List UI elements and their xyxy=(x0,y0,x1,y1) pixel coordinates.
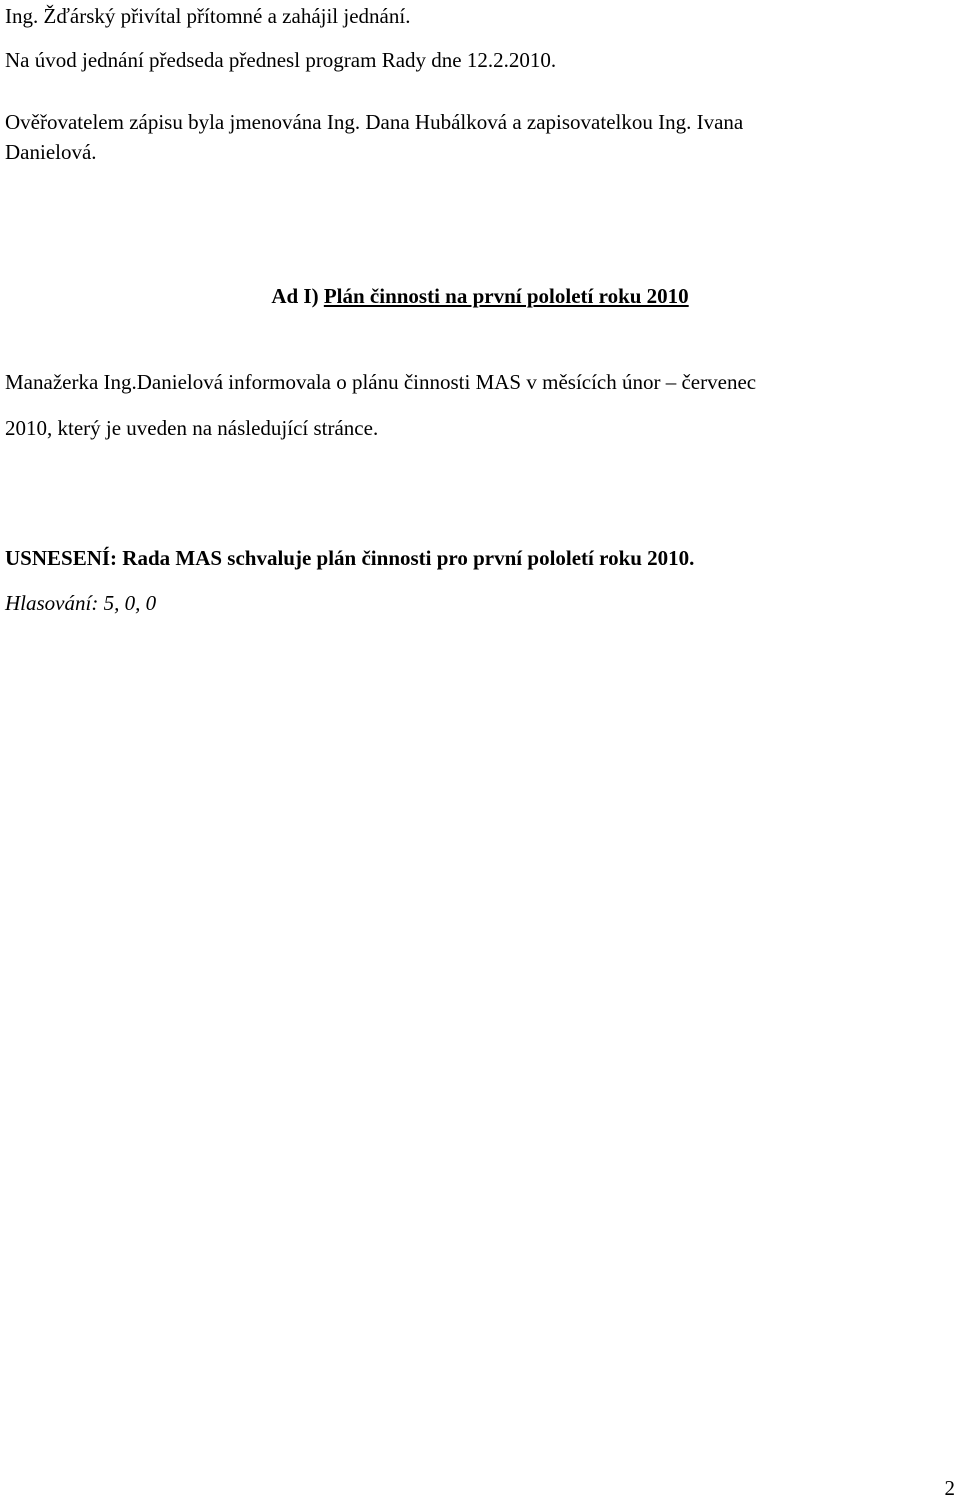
report-paragraph-line-2: 2010, který je uveden na následující stránce. xyxy=(5,416,379,440)
program-paragraph: Na úvod jednání předseda přednesl program Rady dne 12.2.2010. xyxy=(5,48,557,72)
section-heading xyxy=(0,284,960,308)
verifier-paragraph-line-2: Danielová. xyxy=(5,140,97,164)
section-title: Plán činnosti na první pololetí roku 2010 xyxy=(323,284,689,308)
section-prefix: Ad I) xyxy=(271,284,319,308)
report-paragraph-line-1: Manažerka Ing.Danielová informovala o plánu činnosti MAS v měsících únor – červenec xyxy=(5,370,757,394)
page-number: 2 xyxy=(944,1476,955,1500)
opening-paragraph: Ing. Žďárský přivítal přítomné a zahájil jednání. xyxy=(5,4,411,28)
resolution-text: USNESENÍ: Rada MAS schvaluje plán činnosti pro první pololetí roku 2010. xyxy=(5,546,695,570)
vote-result: Hlasování: 5, 0, 0 xyxy=(5,591,157,615)
verifier-paragraph-line-1: Ověřovatelem zápisu byla jmenována Ing. Dana Hubálková a zapisovatelkou Ing. Ivana xyxy=(5,110,744,134)
